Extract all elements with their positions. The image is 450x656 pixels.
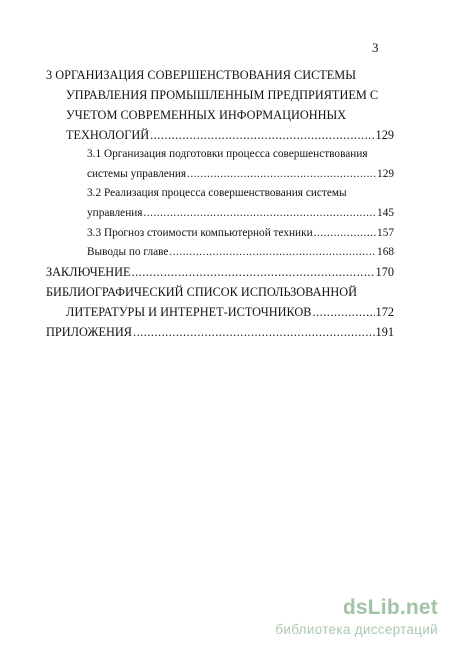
dot-leader xyxy=(187,167,376,182)
dot-leader xyxy=(133,325,375,340)
page-number: 3 xyxy=(372,40,379,55)
toc-page-number: 168 xyxy=(377,246,394,258)
toc-bibliography-line2: ЛИТЕРАТУРЫ И ИНТЕРНЕТ-ИСТОЧНИКОВ xyxy=(66,305,312,319)
watermark-subtitle: библиотека диссертаций xyxy=(275,622,438,637)
toc-page-number: 145 xyxy=(377,207,394,219)
toc-section-3-1-line2: системы управления xyxy=(87,168,187,180)
toc-section-3-1-line1: 3.1 Организация подготовки процесса совершенствования xyxy=(87,148,368,160)
toc-chapter3-title-line4: ТЕХНОЛОГИЙ xyxy=(66,128,150,142)
toc-page-number: 191 xyxy=(375,325,394,339)
toc-entry-conclusion xyxy=(46,265,394,280)
toc-entry-chapter-conclusions xyxy=(87,245,394,260)
dot-leader xyxy=(143,206,376,221)
toc-entry-chapter3 xyxy=(66,128,394,143)
toc-entry-3-1 xyxy=(87,167,394,182)
toc-chapter3-title-line2: УПРАВЛЕНИЯ ПРОМЫШЛЕННЫМ ПРЕДПРИЯТИЕМ С xyxy=(66,88,379,102)
toc-section-3-2-line1: 3.2 Реализация процесса совершенствования системы xyxy=(87,187,347,199)
toc-chapter3-title-line1: 3 ОРГАНИЗАЦИЯ СОВЕРШЕНСТВОВАНИЯ СИСТЕМЫ xyxy=(46,68,356,82)
dot-leader xyxy=(314,226,376,241)
toc-entry-bibliography xyxy=(66,305,394,320)
toc-section-3-2-line2: управления xyxy=(87,207,143,219)
dot-leader xyxy=(132,265,375,280)
toc-page-number: 170 xyxy=(375,265,394,279)
toc-section-3-3-label: 3.3 Прогноз стоимости компьютерной техники xyxy=(87,227,313,239)
toc-page-number: 129 xyxy=(377,168,394,180)
toc-conclusion-label: ЗАКЛЮЧЕНИЕ xyxy=(46,265,131,279)
toc-entry-3-3 xyxy=(87,226,394,241)
toc-bibliography-line1: БИБЛИОГРАФИЧЕСКИЙ СПИСОК ИСПОЛЬЗОВАННОЙ xyxy=(46,285,357,299)
dslib-watermark xyxy=(262,596,442,646)
toc-page-number: 157 xyxy=(377,227,394,239)
toc-chapter3-title-line3: УЧЕТОМ СОВРЕМЕННЫХ ИНФОРМАЦИОННЫХ xyxy=(66,108,347,122)
dot-leader xyxy=(169,245,376,260)
toc-appendices-label: ПРИЛОЖЕНИЯ xyxy=(46,325,133,339)
toc-page-number: 172 xyxy=(375,305,394,319)
watermark-logo: dsLib.net xyxy=(342,596,438,619)
toc-chapter-conclusions-label: Выводы по главе xyxy=(87,246,169,258)
toc-entry-3-2 xyxy=(87,206,394,221)
toc-page-number: 129 xyxy=(375,128,394,142)
dot-leader xyxy=(312,305,374,320)
dot-leader xyxy=(150,128,374,143)
toc-entry-appendices xyxy=(46,325,394,340)
